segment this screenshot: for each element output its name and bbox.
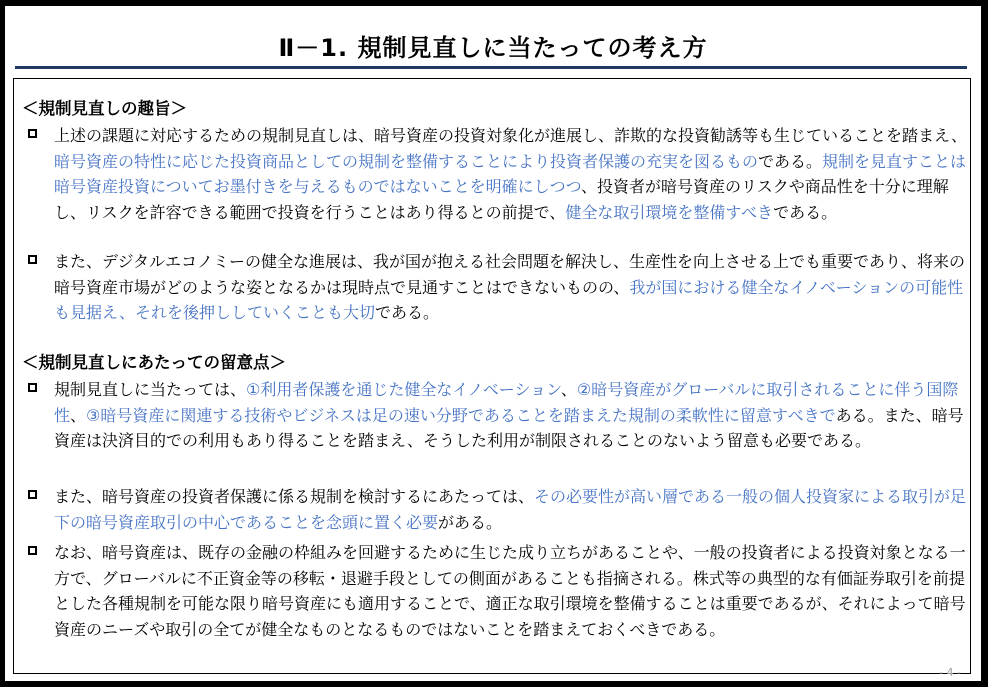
list-item bbox=[24, 249, 968, 326]
highlighted-text: ③暗号資産に関連する技術やビジネスは足の速い分野であることを踏まえた規制の柔軟性に留意すべきで bbox=[86, 405, 836, 425]
body-text: である。 bbox=[773, 202, 838, 222]
body-text: 、投資者が暗号資産のリスクや商品性を十分に理解し、リスクを許容できる範囲で投資を行うことはあり得るとの前提で、 bbox=[54, 177, 949, 222]
page-number: - 4 - bbox=[939, 666, 961, 679]
body-text: また、暗号資産の投資者保護に係る規制を検討するにあたっては、 bbox=[54, 487, 535, 506]
body-text: である。 bbox=[374, 303, 439, 322]
square-bullet-icon bbox=[28, 255, 37, 264]
body-text: 、 bbox=[560, 380, 577, 399]
content-box bbox=[13, 78, 971, 674]
list-item bbox=[24, 540, 968, 642]
slide bbox=[5, 6, 981, 681]
item-text bbox=[54, 249, 968, 326]
square-bullet-icon bbox=[28, 546, 37, 555]
body-text: ある。また、暗号資産は決済目的での利用もあり得ることを踏まえ、そうした利用が制限されることのないよう留意も必要である。 bbox=[54, 405, 964, 450]
highlighted-text: 健全な取引環境を整備すべき bbox=[565, 202, 774, 222]
list-item bbox=[24, 377, 968, 454]
body-text: がある。 bbox=[438, 512, 503, 532]
title-underline bbox=[15, 66, 967, 69]
list-item bbox=[24, 123, 968, 225]
highlighted-text: 我が国における健全なイノベーションの可能性も見据え、それを後押ししていくことも大切 bbox=[54, 277, 964, 322]
square-bullet-icon bbox=[28, 383, 37, 392]
body-text: 上述の課題に対応するための規制見直しは、暗号資産の投資対象化が進展し、詐欺的な投資勧誘等も生じていることを踏まえ、 bbox=[54, 126, 967, 145]
square-bullet-icon bbox=[28, 129, 37, 138]
highlighted-text: その必要性が高い層である一般の個人投資家による取引が足下の暗号資産取引の中心であることを念頭に置く必要 bbox=[54, 487, 967, 532]
body-text: 、 bbox=[70, 405, 87, 425]
section-heading-purpose: ＜規制見直しの趣旨＞ bbox=[22, 99, 187, 118]
highlighted-text: ①利用者保護を通じた健全なイノベーション bbox=[246, 380, 561, 399]
section-heading-considerations: ＜規制見直しにあたっての留意点＞ bbox=[22, 353, 286, 372]
item-text bbox=[54, 377, 968, 454]
square-bullet-icon bbox=[28, 490, 37, 499]
highlighted-text: ②暗号資産がグローバルに取引されることに伴う国際性 bbox=[54, 380, 959, 425]
item-text bbox=[54, 484, 968, 535]
highlighted-text: 暗号資産の特性に応じた投資商品としての規制を整備することにより投資者保護の充実を図るもの bbox=[54, 151, 759, 171]
highlighted-text: 規制を見直すことは暗号資産投資についてお墨付きを与えるものではないことを明確にしつつ bbox=[54, 151, 967, 196]
item-text bbox=[54, 123, 968, 225]
body-text: である。 bbox=[758, 151, 823, 171]
item-text bbox=[54, 540, 968, 642]
page-title: Ⅱ－1. 規制見直しに当たっての考え方 bbox=[278, 34, 708, 62]
body-text: また、デジタルエコノミーの健全な進展は、我が国が抱える社会問題を解決し、生産性を向上させる上でも重要であり、将来の暗号資産市場がどのような姿となるかは現時点で見通すことはできないものの、 bbox=[54, 252, 966, 297]
body-text: なお、暗号資産は、既存の金融の枠組みを回避するために生じた成り立ちがあることや、一般の投資者による投資対象となる一方で、グローバルに不正資金等の移転・退避手段としての側面があることも指摘される。株式等の典型的な有価証券取引を前提とした各種規制を可能な限り暗号資産にも適用することで、適正な取引環境を整備することは重要であるが、それによって暗号資産のニーズや取引の全てが健全なものとなるものではないことを踏まえておくべきである。 bbox=[54, 543, 966, 639]
list-item bbox=[24, 484, 968, 535]
body-text: 規制見直しに当たっては、 bbox=[54, 380, 247, 399]
